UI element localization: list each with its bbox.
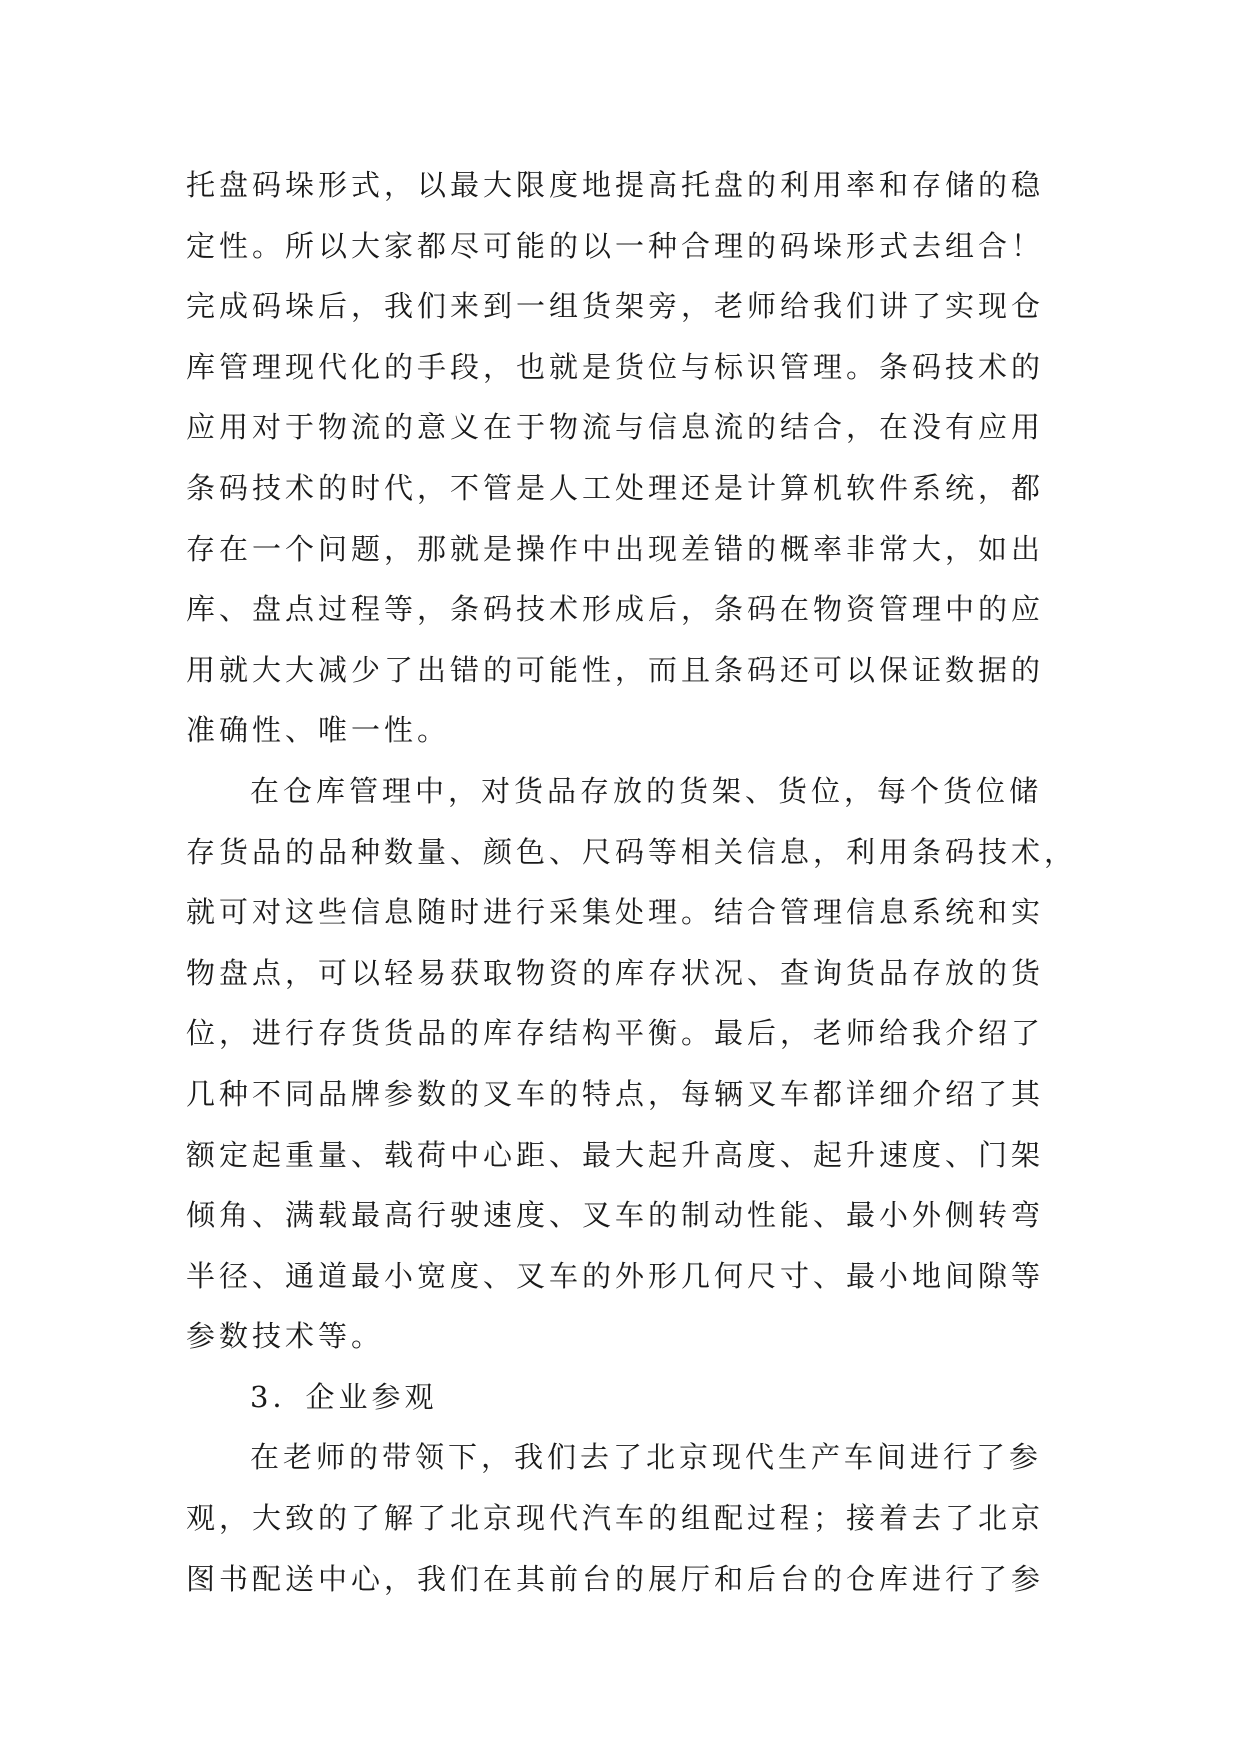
text-line: 半径、通道最小宽度、叉车的外形几何尺寸、最小地间隙等 — [186, 1258, 1045, 1293]
text-line: 库、盘点过程等，条码技术形成后，条码在物资管理中的应 — [186, 592, 1045, 627]
text-line: 应用对于物流的意义在于物流与信息流的结合，在没有应用 — [186, 410, 1045, 445]
text-line: 就可对这些信息随时进行采集处理。结合管理信息系统和实 — [186, 895, 1045, 930]
paragraph-first-line: 在老师的带领下，我们去了北京现代生产车间进行了参 — [250, 1440, 1043, 1475]
text-line: 定性。所以大家都尽可能的以一种合理的码垛形式去组合！ — [186, 228, 1045, 263]
text-line: 完成码垛后，我们来到一组货架旁，老师给我们讲了实现仓 — [186, 289, 1045, 324]
body-text — [186, 155, 1078, 1609]
text-line: 托盘码垛形式，以最大限度地提高托盘的利用率和存储的稳 — [186, 168, 1045, 202]
text-line: 参数技术等。 — [186, 1319, 385, 1354]
text-line: 条码技术的时代，不管是人工处理还是计算机软件系统，都 — [186, 470, 1045, 505]
text-line: 几种不同品牌参数的叉车的特点，每辆叉车都详细介绍了其 — [186, 1076, 1045, 1111]
text-line: 观，大致的了解了北京现代汽车的组配过程；接着去了北京 — [186, 1501, 1045, 1536]
text-line: 倾角、满载最高行驶速度、叉车的制动性能、最小外侧转弯 — [186, 1198, 1045, 1233]
text-line: 存在一个问题，那就是操作中出现差错的概率非常大，如出 — [186, 531, 1045, 566]
text-line: 存货品的品种数量、颜色、尺码等相关信息，利用条码技术， — [186, 834, 1078, 869]
text-line: 用就大大减少了出错的可能性，而且条码还可以保证数据的 — [186, 652, 1045, 687]
text-line: 位，进行存货货品的库存结构平衡。最后，老师给我介绍了 — [186, 1016, 1045, 1051]
text-line: 图书配送中心，我们在其前台的展厅和后台的仓库进行了参 — [186, 1561, 1045, 1596]
text-line: 准确性、唯一性。 — [186, 713, 451, 748]
text-line: 物盘点，可以轻易获取物资的库存状况、查询货品存放的货 — [186, 955, 1045, 990]
paragraph-first-line: 在仓库管理中，对货品存放的货架、货位，每个货位储 — [250, 773, 1043, 808]
section-heading: 3．企业参观 — [250, 1379, 438, 1414]
text-line: 库管理现代化的手段，也就是货位与标识管理。条码技术的 — [186, 349, 1045, 384]
text-line: 额定起重量、载荷中心距、最大起升高度、起升速度、门架 — [186, 1137, 1045, 1172]
